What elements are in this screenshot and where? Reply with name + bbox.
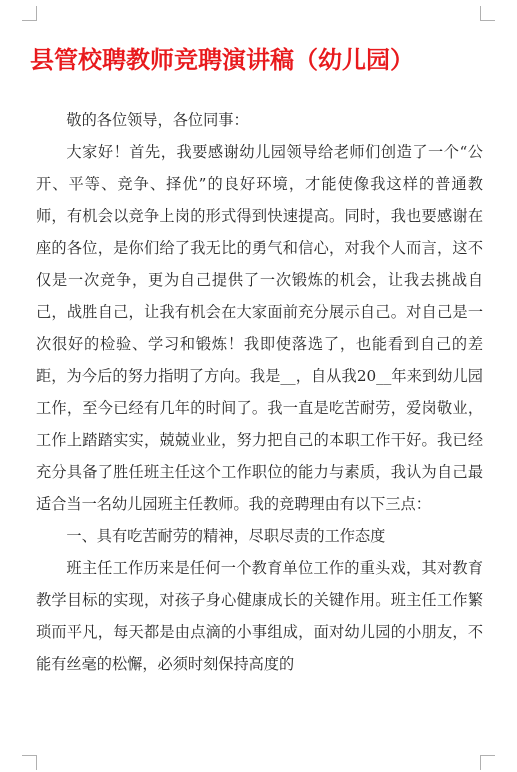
section-heading: 一、具有吃苦耐劳的精神，尽职尽责的工作态度 (66, 527, 386, 545)
page-corner-mark-top-right (480, 6, 495, 21)
document-body (36, 104, 483, 680)
body-paragraph: 大家好！首先，我要感谢幼儿园领导给老师们创造了一个“公开、平等、竞争、择优”的良好环境，才能使像我这样的普通教师，有机会以竞争上岗的形式得到快速提高。同时，我也要感谢在座的各位，是你们给了我无比的勇气和信心，对我个人而言，这不仅是一次竞争，更为自己提供了一次锻炼的机会，让我去挑战自己，战胜自己，让我有机会在大家面前充分展示自己。对自己是一次很好的检验、学习和锻炼！我即使落选了，也能看到自己的差距，为今后的努力指明了方向。我是__，自从我20__年来到幼儿园工作，至今已经有几年的时间了。我一直是吃苦耐劳，爱岗敬业，工作上踏踏实实，兢兢业业，努力把自己的本职工作干好。我已经充分具备了胜任班主任这个工作职位的能力与素质，我认为自己最适合当一名幼儿园班主任教师。我的竞聘理由有以下三点： (36, 143, 483, 513)
body-paragraph: 班主任工作历来是任何一个教育单位工作的重头戏，其对教育教学目标的实现，对孩子身心健康成长的关键作用。班主任工作繁琐而平凡，每天都是由点滴的小事组成，面对幼儿园的小朋友，不能有丝毫的松懈，必须时刻保持高度的 (36, 559, 483, 673)
page-corner-mark-top-left (22, 6, 37, 21)
page-corner-mark-bottom-right (480, 755, 495, 770)
document-title: 县管校聘教师竞聘演讲稿（幼儿园） (30, 46, 414, 74)
salutation-paragraph: 敬的各位领导，各位同事： (66, 111, 249, 129)
page-corner-mark-bottom-left (22, 755, 37, 770)
